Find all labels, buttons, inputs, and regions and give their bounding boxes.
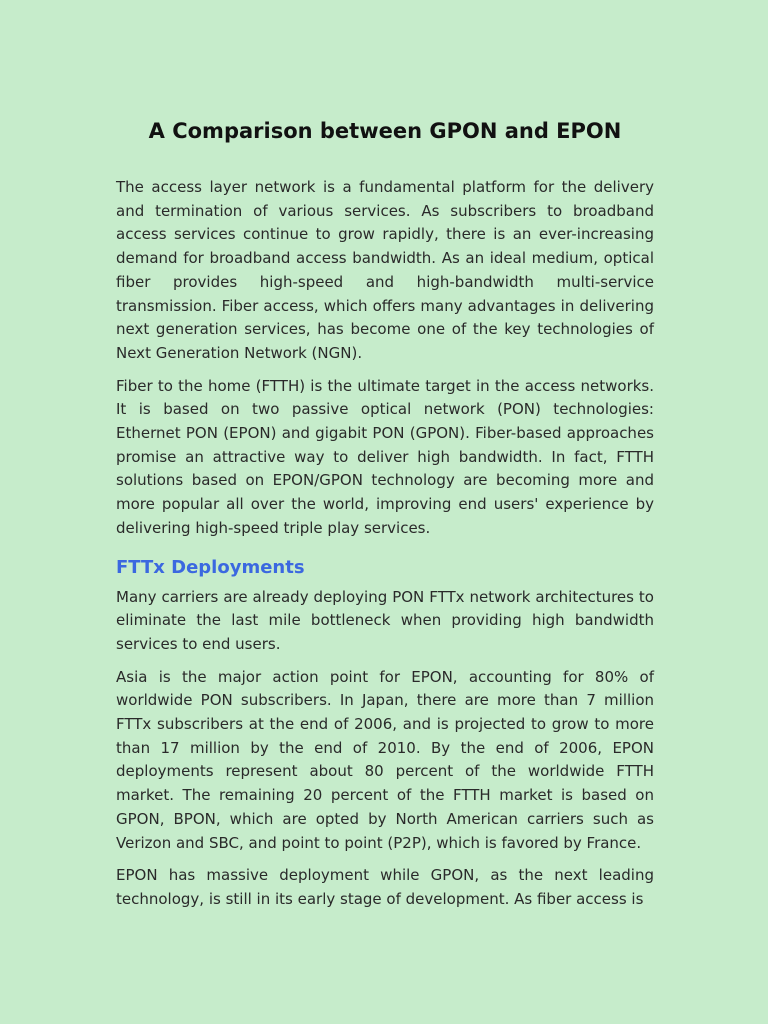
intro-paragraph-1: The access layer network is a fundamental platform for the delivery and termination of various services. As subscribers to broadband access services continue to grow rapidly, there is an ever-increasing demand for broadband access bandwidth. As an ideal medium, optical fiber provides high-speed and high-bandwidth multi-service transmission. Fiber access, which offers many advantages in delivering next generation services, has become one of the key technologies of Next Generation Network (NGN). [116, 178, 654, 362]
intro-paragraph-2: Fiber to the home (FTTH) is the ultimate target in the access networks. It is based on two passive optical network (PON) technologies: Ethernet PON (EPON) and gigabit PON (GPON). Fiber-based approaches promise an attractive way to deliver high bandwidth. In fact, FTTH solutions based on EPON/GPON technology are becoming more and more popular all over the world, improving end users' experience by delivering high-speed triple play services. [116, 376, 654, 537]
document-title: A Comparison between GPON and EPON [148, 119, 622, 143]
section-paragraph-3: EPON has massive deployment while GPON, as the next leading technology, is still in its early stage of development. As fiber access is [116, 866, 654, 908]
section-paragraph-2: Asia is the major action point for EPON, accounting for 80% of worldwide PON subscribers. In Japan, there are more than 7 million FTTx subscribers at the end of 2006, and is projected to grow to more than 17 million by the end of 2010. By the end of 2006, EPON deployments represent about 80 percent of the worldwide FTTH market. The remaining 20 percent of the FTTH market is based on GPON, BPON, which are opted by North American carriers such as Verizon and SBC, and point to point (P2P), which is favored by France. [116, 667, 654, 852]
section-paragraph-1: Many carriers are already deploying PON FTTx network architectures to eliminate the last mile bottleneck when providing high bandwidth services to end users. [116, 587, 654, 653]
section-heading-fttx: FTTx Deployments [116, 556, 305, 578]
